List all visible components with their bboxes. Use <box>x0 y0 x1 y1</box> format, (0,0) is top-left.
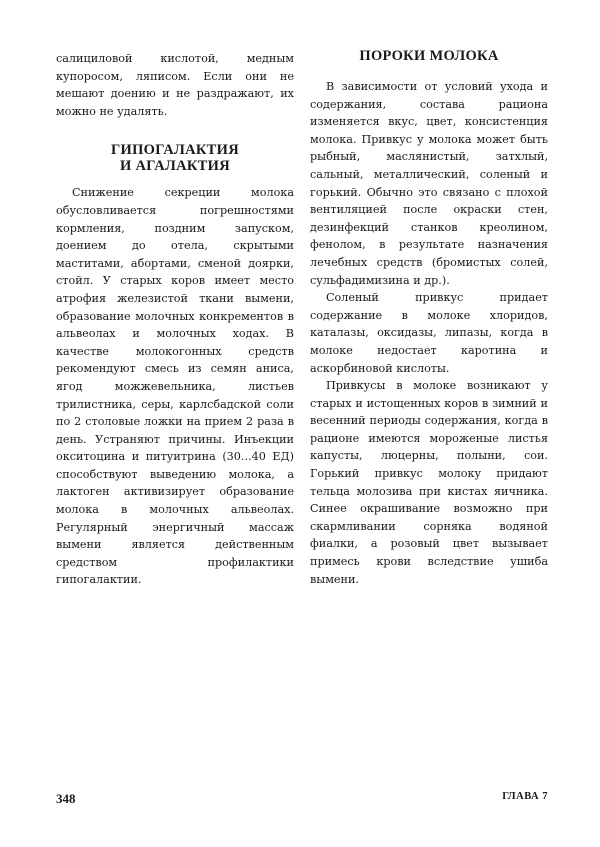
body-paragraph: Привкусы в молоке возникают у старых и истощенных коров в зимний и весенний периоды содержания, когда в рационе имеются мороженые листья капусты, люцерны, полыни, сои. Горький привкус молоку придают тельца молозива при кистах яичника. Синее окрашивание возможно при скармливании сорняка водяной фиалки, а розовый цвет вызывает примесь крови вследствие ушиба вымени. <box>310 379 548 586</box>
running-head: ГЛАВА 7 <box>502 791 548 802</box>
page-number: 348 <box>56 791 76 806</box>
body-paragraph: Снижение секреции молока обусловливается погрешностями кормления, поздним запуском, доением до отела, скрытыми маститами, абортами, сменой доярки, стойл. У старых коров имеет место атрофия железистой ткани вымени, образование молочных конкрементов в альвеолах и молочных ходах. В качестве молокогонных средств рекомендуют смесь из семян аниса, ягод можжевельника, листьев трилистника, серы, карлсбадской соли по 2 столовые ложки на прием 2 раза в день. Устраняют причины. Инъекции окситоцина и питуитрина (30...40 ЕД) способствуют выведению молока, а лактоген активизирует образование молока в молочных альвеолах. Регулярный энергичный массаж вымени является действенным средством профилактики гипогалактии. <box>56 186 294 587</box>
section-heading-milk-defects: ПОРОКИ МОЛОКА <box>359 48 499 64</box>
heading-line-2: И АГАЛАКТИЯ <box>119 158 230 175</box>
right-column <box>310 48 548 588</box>
body-paragraph: В зависимости от условий ухода и содержания, состава рациона изменяется вкус, цвет, консистенция молока. Привкус у молока может быть рыбный, маслянистый, затхлый, сальный, металлический, соленый и горький. Обычно это связано с плохой вентиляцией после окраски стен, дезинфекций станков креолином, фенолом, в результате назначения лечебных средств (бромистых солей, сульфадимизина и др.). <box>310 80 548 287</box>
left-column <box>56 50 294 589</box>
continued-paragraph: салициловой кислотой, медным купоросом, ляписом. Если они не мешают доению и не раздражают, их можно не удалять. <box>56 52 294 118</box>
body-paragraph: Соленый привкус придает содержание в молоке хлоридов, каталазы, оксидазы, липазы, когда в молоке недостает каротина и аскорбиновой кислоты. <box>310 291 548 375</box>
section-heading-hypogalactia <box>56 142 294 174</box>
heading-line-1: ГИПОГАЛАКТИЯ <box>111 142 239 159</box>
